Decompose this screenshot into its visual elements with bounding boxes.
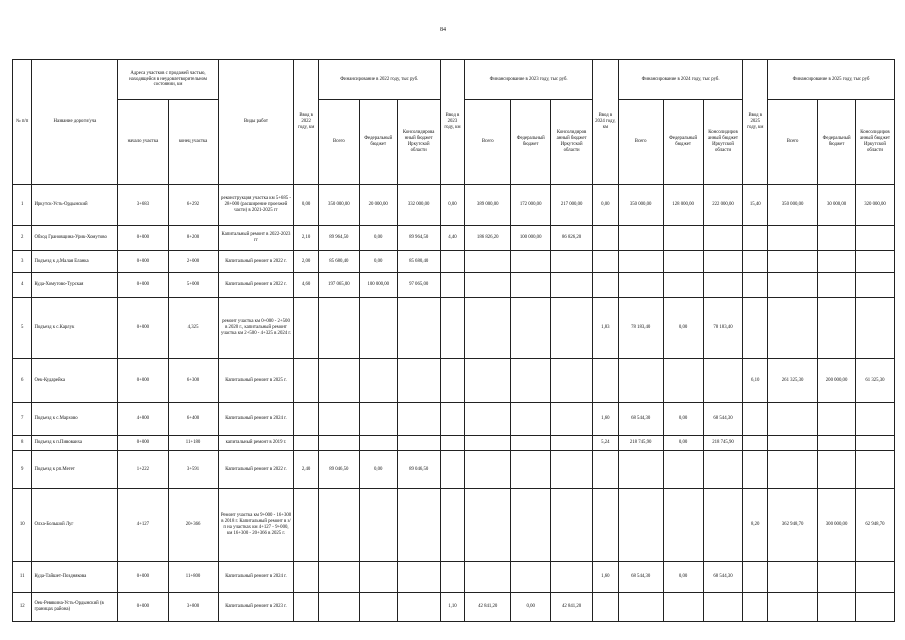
cell-i24: 5,24 [593,436,619,451]
cell-t22: 350 000,00 [318,185,359,226]
cell-n: 5 [13,298,32,359]
cell-f25 [818,562,856,593]
header-road-name: Название дороги/уча [32,60,118,185]
cell-name: Обход Грановщина-Урик-Хомутово [32,226,118,251]
cell-name: Подъезд к рп.Мегет [32,451,118,489]
cell-end: 3+800 [168,593,218,622]
table-row [13,273,895,298]
cell-n: 1 [13,185,32,226]
cell-start: 4+800 [118,403,168,436]
cell-f24: 128 000,00 [663,185,703,226]
cell-f22 [359,562,397,593]
header-total-2024: Всего [618,100,663,185]
cell-t22: 89 046,50 [318,451,359,489]
cell-start: 0+000 [118,593,168,622]
cell-end: 11+800 [168,562,218,593]
cell-t22: 85 680,40 [318,251,359,273]
cell-f22: 20 000,00 [359,185,397,226]
table-row [13,451,895,489]
cell-i24 [593,273,619,298]
cell-end: 6+400 [168,403,218,436]
cell-f25 [818,593,856,622]
cell-f22: 0,00 [359,226,397,251]
cell-f22: 100 000,00 [359,273,397,298]
cell-f22 [359,489,397,562]
cell-c22: 85 680,40 [397,251,440,273]
cell-t25 [768,226,818,251]
cell-c25 [855,562,894,593]
cell-c22 [397,489,440,562]
cell-c25 [855,451,894,489]
cell-f23 [511,489,551,562]
cell-end: 6+292 [168,185,218,226]
cell-i22 [294,593,319,622]
cell-start: 0+000 [118,273,168,298]
cell-c23 [551,436,593,451]
cell-t22 [318,298,359,359]
cell-end: 4,325 [168,298,218,359]
table-row [13,403,895,436]
cell-f24: 0,00 [663,436,703,451]
cell-t23 [465,359,511,403]
cell-t24 [618,251,663,273]
cell-f22 [359,359,397,403]
cell-i25: 8,20 [743,489,768,562]
cell-end: 6+300 [168,359,218,403]
cell-f23 [511,251,551,273]
cell-c24 [703,359,743,403]
cell-t25 [768,436,818,451]
cell-c23 [551,403,593,436]
cell-i23 [440,436,465,451]
header-federal-2024: Федеральный бюджет [663,100,703,185]
cell-i23 [440,451,465,489]
cell-work: Капитальный ремонт в 2022 г. [218,451,294,489]
cell-f23 [511,451,551,489]
table-row [13,359,895,403]
cell-work: Капитальный ремонт в 2023 г. [218,593,294,622]
header-fin-2025: Финансирование в 2025 году, тыс руб [768,60,895,100]
cell-t24: 68 544,30 [618,562,663,593]
cell-c23 [551,359,593,403]
cell-t22 [318,562,359,593]
cell-name: Куда-Тайшет-Позднякова [32,562,118,593]
header-consolidated-2025: Консолидиров анный бюджет Иркутской области [855,100,894,185]
cell-t25 [768,451,818,489]
cell-c22: 332 000,00 [397,185,440,226]
cell-t25 [768,403,818,436]
cell-i24 [593,451,619,489]
cell-i25 [743,273,768,298]
cell-c23 [551,451,593,489]
cell-c25 [855,593,894,622]
cell-work: Капитальный ремонт в 2024 г. [218,403,294,436]
cell-i24 [593,593,619,622]
table-row [13,436,895,451]
cell-c23 [551,251,593,273]
table-body [13,185,895,622]
cell-f23 [511,273,551,298]
cell-f23 [511,436,551,451]
cell-work: Капитальный ремонт в 2022-2023 гг [218,226,294,251]
cell-i23 [440,403,465,436]
cell-work: Капитальный ремонт в 2022 г. [218,251,294,273]
cell-f25 [818,403,856,436]
cell-f23 [511,298,551,359]
cell-c24 [703,593,743,622]
cell-f23 [511,359,551,403]
cell-name: Иркутск-Усть-Ордынский [32,185,118,226]
cell-f24: 0,00 [663,403,703,436]
cell-name: Подъезд к с.Карлук [32,298,118,359]
cell-t24 [618,226,663,251]
cell-work: Капитальный ремонт в 2022 г. [218,273,294,298]
cell-i24 [593,489,619,562]
cell-i25 [743,403,768,436]
cell-t22: 197 065,00 [318,273,359,298]
header-total-2023: Всего [465,100,511,185]
header-fin-2023: Финансирование в 2023 году, тыс руб. [465,60,593,100]
cell-i24 [593,226,619,251]
cell-i22: 2,10 [294,226,319,251]
cell-work: Капитальный ремонт в 2025 г. [218,359,294,403]
cell-i22 [294,403,319,436]
cell-i24: 0,00 [593,185,619,226]
cell-c24: 222 000,00 [703,185,743,226]
cell-t24 [618,359,663,403]
cell-f24 [663,489,703,562]
cell-i25: 6,10 [743,359,768,403]
cell-c23: 86 826,20 [551,226,593,251]
cell-t23 [465,451,511,489]
cell-n: 3 [13,251,32,273]
cell-c24 [703,489,743,562]
cell-t25: 350 000,00 [768,185,818,226]
cell-c24 [703,251,743,273]
cell-c22: 89 964,50 [397,226,440,251]
header-address-group: Адреса участков с продажей частью, находящейся в неудовлетворительном состоянии, км [118,60,218,100]
cell-f25 [818,273,856,298]
cell-t22 [318,403,359,436]
cell-t22 [318,593,359,622]
cell-c25: 320 000,00 [855,185,894,226]
cell-start: 3+683 [118,185,168,226]
cell-f22 [359,593,397,622]
header-km-end: конец участка [168,100,218,185]
header-input-2023: Ввод в 2023 году, км [440,60,465,185]
cell-i25 [743,298,768,359]
cell-t24 [618,489,663,562]
header-consolidated-2022: Консолидирова нный бюджет Иркутской области [397,100,440,185]
cell-t25 [768,273,818,298]
financing-table [12,59,895,622]
cell-i23: 4,40 [440,226,465,251]
cell-c25: 62 948,70 [855,489,894,562]
cell-c25 [855,436,894,451]
cell-c23: 217 000,00 [551,185,593,226]
cell-f25 [818,226,856,251]
cell-c23 [551,489,593,562]
cell-t25 [768,562,818,593]
cell-c22 [397,436,440,451]
cell-t25 [768,298,818,359]
header-input-2022: Ввод в 2022 году, км [294,60,319,185]
cell-t22 [318,489,359,562]
cell-work: реконструкция участка км 5+685 - 28+000 (расширение проезжей части) в 2021-2025 гг [218,185,294,226]
cell-t25 [768,593,818,622]
cell-name: Куда-Хомутово-Турская [32,273,118,298]
cell-work: капитальный ремонт в 2019 г. [218,436,294,451]
cell-f22 [359,298,397,359]
cell-i22 [294,489,319,562]
cell-work: Капитальный ремонт в 2024 г. [218,562,294,593]
cell-t24 [618,273,663,298]
cell-f25 [818,298,856,359]
cell-i24: 1,83 [593,298,619,359]
header-federal-2025: Федеральный бюджет [818,100,856,185]
header-consolidated-2023: Консолидиров анный бюджет Иркутской области [551,100,593,185]
cell-c24 [703,451,743,489]
cell-c25 [855,403,894,436]
cell-f25 [818,451,856,489]
cell-c23 [551,273,593,298]
cell-i23 [440,562,465,593]
cell-t23 [465,251,511,273]
cell-f23: 100 000,00 [511,226,551,251]
table-row [13,593,895,622]
cell-t23 [465,298,511,359]
cell-c22: 89 046,50 [397,451,440,489]
cell-c24 [703,273,743,298]
cell-n: 4 [13,273,32,298]
cell-i25 [743,562,768,593]
cell-i22: 2,00 [294,251,319,273]
cell-f23: 172 000,00 [511,185,551,226]
cell-c25 [855,273,894,298]
header-input-2025: Ввод в 2025 году, км [743,60,768,185]
cell-i25 [743,436,768,451]
cell-c24: 68 544,30 [703,403,743,436]
cell-start: 1+222 [118,451,168,489]
cell-name: Оек-Кударейка [32,359,118,403]
cell-i22 [294,436,319,451]
cell-t23 [465,273,511,298]
cell-name: Подъезд к с.Мархово [32,403,118,436]
cell-i25 [743,251,768,273]
cell-c25 [855,298,894,359]
cell-c24: 218 745,90 [703,436,743,451]
cell-end: 8+200 [168,226,218,251]
table-row [13,562,895,593]
cell-f23 [511,403,551,436]
cell-t23 [465,489,511,562]
cell-n: 11 [13,562,32,593]
cell-i23 [440,489,465,562]
cell-start: 0+000 [118,251,168,273]
cell-c23 [551,298,593,359]
cell-f24 [663,251,703,273]
cell-n: 10 [13,489,32,562]
cell-c25 [855,251,894,273]
cell-n: 12 [13,593,32,622]
header-fin-2022: Финансирование в 2022 году, тыс руб. [318,60,440,100]
cell-start: 0+000 [118,226,168,251]
cell-f24 [663,593,703,622]
cell-t23: 42 841,20 [465,593,511,622]
header-federal-2023: Федеральный бюджет [511,100,551,185]
header-consolidated-2024: Консолидиров анный бюджет Иркутской области [703,100,743,185]
cell-n: 8 [13,436,32,451]
cell-f25 [818,251,856,273]
cell-f24 [663,226,703,251]
cell-end: 5+000 [168,273,218,298]
cell-c24: 78 183,40 [703,298,743,359]
cell-i24: 1,60 [593,562,619,593]
cell-i23 [440,251,465,273]
cell-i22: 2,40 [294,451,319,489]
cell-t24: 350 000,00 [618,185,663,226]
cell-end: 3+591 [168,451,218,489]
cell-i22 [294,359,319,403]
cell-f22: 0,00 [359,451,397,489]
cell-n: 7 [13,403,32,436]
cell-n: 6 [13,359,32,403]
cell-n: 9 [13,451,32,489]
cell-t22 [318,436,359,451]
cell-f25: 200 000,00 [818,359,856,403]
cell-start: 4+127 [118,489,168,562]
cell-i24: 1,60 [593,403,619,436]
cell-c25 [855,226,894,251]
cell-t23 [465,436,511,451]
header-work-type: Виды работ [218,60,294,185]
cell-i23: 1,10 [440,593,465,622]
cell-c22 [397,298,440,359]
cell-t24 [618,451,663,489]
cell-name: Подъезд к п.Пивоваиха [32,436,118,451]
cell-name: Подъезд к д.Малая Еланка [32,251,118,273]
header-row-top [13,60,895,100]
cell-f23: 0,00 [511,593,551,622]
header-num: № п/п [13,60,32,185]
table-row [13,226,895,251]
cell-i23 [440,359,465,403]
cell-i23 [440,273,465,298]
header-km-start: начало участка [118,100,168,185]
cell-t22: 89 964,50 [318,226,359,251]
cell-i25: 15,40 [743,185,768,226]
cell-t24 [618,593,663,622]
cell-name: Олха-Большой Луг [32,489,118,562]
cell-t25: 261 325,30 [768,359,818,403]
table-row [13,251,895,273]
cell-i22: 0,00 [294,185,319,226]
header-total-2022: Всего [318,100,359,185]
cell-t24: 68 544,30 [618,403,663,436]
cell-start: 0+000 [118,298,168,359]
table-row [13,489,895,562]
cell-c22 [397,359,440,403]
cell-c23: 42 841,20 [551,593,593,622]
cell-i25 [743,593,768,622]
cell-t23: 186 826,20 [465,226,511,251]
cell-i22 [294,298,319,359]
cell-end: 2+000 [168,251,218,273]
cell-i25 [743,226,768,251]
cell-i22 [294,562,319,593]
cell-work: Ремонт участка км 9+000 - 16+300 в 2018 г. Капитальный ремонт в з/п на участках км 4+127 - 9+000, км 16+300 - 20+366 в 2025 г. [218,489,294,562]
cell-t25: 362 948,70 [768,489,818,562]
cell-f24: 0,00 [663,298,703,359]
cell-f24 [663,451,703,489]
cell-end: 11+180 [168,436,218,451]
header-fin-2024: Финансирование в 2024 году, тыс руб. [618,60,743,100]
cell-start: 0+000 [118,436,168,451]
cell-i24 [593,251,619,273]
cell-t23 [465,403,511,436]
cell-f24: 0,00 [663,562,703,593]
cell-f22 [359,403,397,436]
cell-f24 [663,359,703,403]
cell-c24: 68 544,30 [703,562,743,593]
cell-c23 [551,562,593,593]
cell-t23 [465,562,511,593]
header-federal-2022: Федеральный бюджет [359,100,397,185]
page-number: 84 [440,27,446,33]
cell-i24 [593,359,619,403]
cell-c22 [397,403,440,436]
cell-end: 20+366 [168,489,218,562]
cell-f22 [359,436,397,451]
cell-f22: 0,00 [359,251,397,273]
cell-i22: 4,60 [294,273,319,298]
cell-t25 [768,251,818,273]
cell-c24 [703,226,743,251]
cell-i23: 0,00 [440,185,465,226]
cell-c22: 97 065,00 [397,273,440,298]
cell-f23 [511,562,551,593]
cell-i25 [743,451,768,489]
cell-c22 [397,562,440,593]
cell-i23 [440,298,465,359]
cell-c25: 61 325,30 [855,359,894,403]
cell-n: 2 [13,226,32,251]
table-row [13,298,895,359]
header-input-2024: Ввод в 2024 году, км [593,60,619,185]
cell-f25: 30 000,00 [818,185,856,226]
cell-start: 0+000 [118,359,168,403]
cell-f24 [663,273,703,298]
cell-f25: 300 000,00 [818,489,856,562]
cell-c22 [397,593,440,622]
cell-name: Оек-Ревякина-Усть-Ордынский (в границах района) [32,593,118,622]
table-row [13,185,895,226]
header-total-2025: Всего [768,100,818,185]
cell-t24: 218 745,90 [618,436,663,451]
cell-work: ремонт участка км 0+000 - 2+500 в 2020 г., капитальный ремонт участка км 2+500 - 4+325 в 2024 г. [218,298,294,359]
cell-f25 [818,436,856,451]
cell-t23: 389 000,00 [465,185,511,226]
cell-t22 [318,359,359,403]
cell-start: 0+000 [118,562,168,593]
cell-t24: 78 183,40 [618,298,663,359]
